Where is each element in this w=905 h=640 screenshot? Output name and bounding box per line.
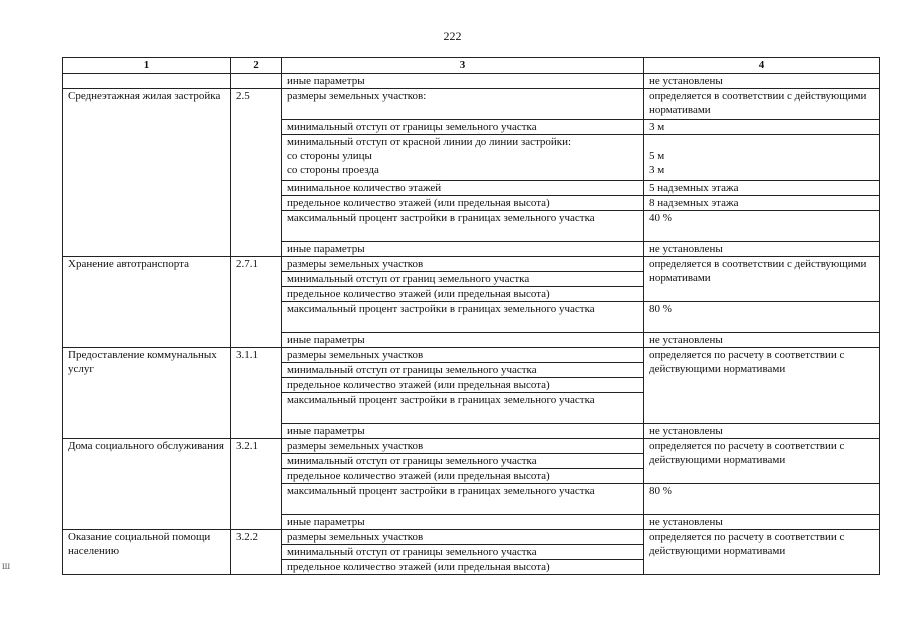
param-cell: предельное количество этажей (или предельная высота)	[282, 287, 644, 302]
param-cell: размеры земельных участков	[282, 348, 644, 363]
value-cell: 80 %	[644, 484, 880, 515]
param-cell: размеры земельных участков	[282, 439, 644, 454]
param-cell: минимальный отступ от границы земельного участка	[282, 545, 644, 560]
param-cell: предельное количество этажей (или предельная высота)	[282, 560, 644, 575]
param-cell: максимальный процент застройки в границах земельного участка	[282, 302, 644, 333]
value-cell: не установлены	[644, 333, 880, 348]
value-cell: не установлены	[644, 74, 880, 89]
land-use-name: Оказание социальной помощи населению	[63, 530, 231, 575]
value-cell: не установлены	[644, 515, 880, 530]
page-number: 222	[443, 29, 462, 43]
land-use-code: 3.1.1	[231, 348, 282, 439]
param-cell: минимальный отступ от границ земельного участка	[282, 272, 644, 287]
param-cell: предельное количество этажей (или предельная высота)	[282, 469, 644, 484]
param-cell: иные параметры	[282, 74, 644, 89]
table-row	[63, 439, 880, 454]
value-cell: определяется по расчету в соответствии с действующими нормативами	[644, 530, 880, 575]
table-row	[63, 530, 880, 545]
value-cell: 3 м	[644, 120, 880, 135]
land-use-regulations-table	[62, 57, 880, 575]
land-use-code: 2.5	[231, 89, 282, 257]
header-col-1: 1	[63, 58, 231, 74]
param-cell: иные параметры	[282, 515, 644, 530]
param-cell: размеры земельных участков	[282, 530, 644, 545]
param-cell: предельное количество этажей (или предельная высота)	[282, 196, 644, 211]
edge-mark: Ш	[2, 562, 10, 571]
param-cell: предельное количество этажей (или предельная высота)	[282, 378, 644, 393]
value-cell: 5 надземных этажа	[644, 181, 880, 196]
param-cell: иные параметры	[282, 333, 644, 348]
table-header-row	[63, 58, 880, 74]
land-use-code: 3.2.2	[231, 530, 282, 575]
table-row	[63, 257, 880, 272]
param-cell: максимальный процент застройки в границах земельного участка	[282, 484, 644, 515]
land-use-name: Предоставление коммунальных услуг	[63, 348, 231, 439]
header-col-4: 4	[644, 58, 880, 74]
header-col-2: 2	[231, 58, 282, 74]
table-row	[63, 89, 880, 120]
value-cell: 8 надземных этажа	[644, 196, 880, 211]
value-cell: определяется по расчету в соответствии с действующими нормативами	[644, 439, 880, 484]
param-cell: максимальный процент застройки в границах земельного участка	[282, 211, 644, 242]
value-cell: определяется по расчету в соответствии с действующими нормативами	[644, 348, 880, 424]
param-cell: минимальное количество этажей	[282, 181, 644, 196]
param-cell: максимальный процент застройки в границах земельного участка	[282, 393, 644, 424]
value-cell: не установлены	[644, 242, 880, 257]
param-cell: размеры земельных участков:	[282, 89, 644, 120]
value-cell: 5 м 3 м	[644, 135, 880, 181]
land-use-code: 2.7.1	[231, 257, 282, 348]
value-cell: 40 %	[644, 211, 880, 242]
value-cell: определяется в соответствии с действующими нормативами	[644, 257, 880, 302]
param-cell: иные параметры	[282, 424, 644, 439]
param-cell: минимальный отступ от красной линии до линии застройки: со стороны улицы со стороны проезда	[282, 135, 644, 181]
land-use-name: Хранение автотранспорта	[63, 257, 231, 348]
table-row	[63, 348, 880, 363]
param-cell: размеры земельных участков	[282, 257, 644, 272]
header-col-3: 3	[282, 58, 644, 74]
param-cell: иные параметры	[282, 242, 644, 257]
param-cell: минимальный отступ от границы земельного участка	[282, 120, 644, 135]
land-use-name: Дома социального обслуживания	[63, 439, 231, 530]
land-use-code: 3.2.1	[231, 439, 282, 530]
land-use-name: Среднеэтажная жилая застройка	[63, 89, 231, 257]
table-row	[63, 74, 880, 89]
param-cell: минимальный отступ от границы земельного участка	[282, 363, 644, 378]
param-cell: минимальный отступ от границы земельного участка	[282, 454, 644, 469]
value-cell: определяется в соответствии с действующими нормативами	[644, 89, 880, 120]
value-cell: 80 %	[644, 302, 880, 333]
value-cell: не установлены	[644, 424, 880, 439]
